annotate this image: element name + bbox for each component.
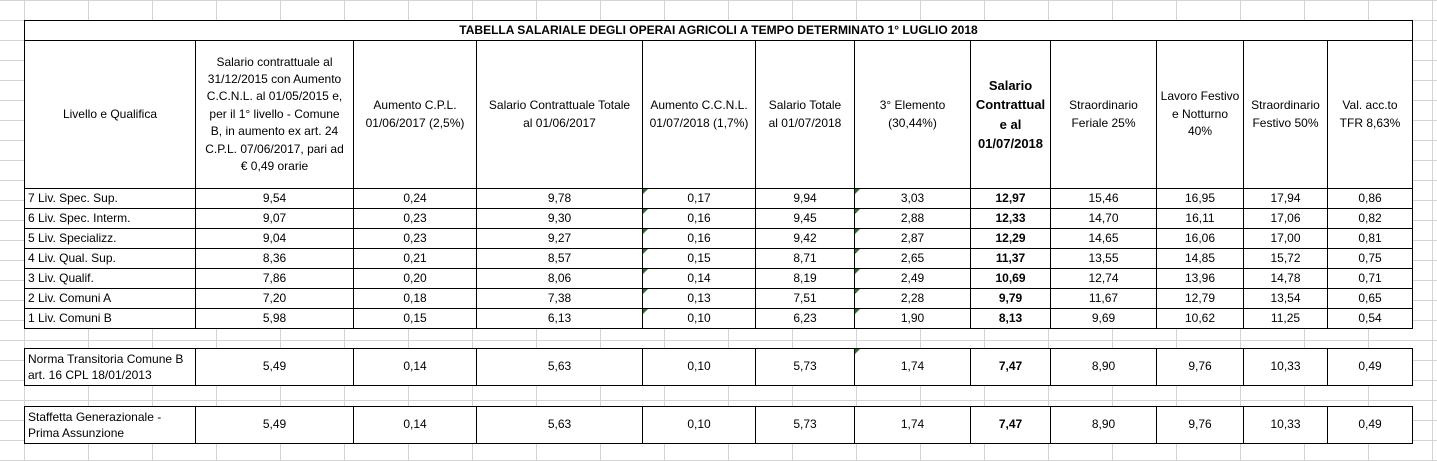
table-cell-text: 0,49 [1358, 359, 1382, 374]
column-header[interactable] [476, 40, 643, 189]
table-cell[interactable] [1327, 248, 1413, 269]
table-cell-text: 16,11 [1185, 210, 1215, 225]
table-cell-text: 13,55 [1088, 250, 1119, 265]
table-cell-text: 9,42 [793, 230, 817, 245]
table-cell-text: 0,10 [687, 417, 711, 432]
column-header-text: Livello e Qualifica [62, 106, 158, 121]
comment-marker-icon [855, 349, 860, 354]
table-cell[interactable] [854, 188, 971, 209]
comment-marker-icon [855, 189, 860, 194]
table-cell-text: 8,36 [262, 250, 287, 265]
column-header[interactable] [353, 40, 477, 189]
table-cell[interactable] [642, 268, 756, 289]
table-cell-text: 2,87 [900, 230, 925, 245]
table-cell[interactable] [353, 188, 477, 209]
comment-marker-icon [855, 269, 860, 274]
table-cell-text: 7,47 [998, 359, 1023, 374]
table-cell[interactable] [642, 348, 756, 386]
table-cell[interactable] [476, 406, 643, 444]
table-cell[interactable] [1243, 208, 1328, 229]
table-cell[interactable] [353, 406, 477, 444]
column-header-text: Salario contrattuale al 31/12/2015 con Aumento C.C.N.L. al 01/05/2015 e, per il 1° livello - Comune B, in aumento ex art. 24 C.P.L. 07/06/2017, pari ad € 0,49 orarie [205, 54, 344, 173]
table-cell-text: 13,54 [1270, 290, 1301, 305]
table-cell[interactable] [1156, 228, 1244, 249]
table-cell-text: 9,45 [793, 210, 817, 225]
table-cell-text: 3,03 [900, 190, 925, 205]
table-cell-text: 5,63 [547, 417, 572, 432]
table-cell[interactable] [970, 406, 1051, 444]
table-cell[interactable] [195, 268, 354, 289]
row-label[interactable] [24, 228, 196, 249]
table-cell[interactable] [1243, 228, 1328, 249]
table-cell-text: 0,23 [403, 210, 427, 225]
table-cell[interactable] [1156, 308, 1244, 329]
column-header[interactable] [970, 40, 1051, 189]
table-cell[interactable] [1156, 288, 1244, 309]
table-cell-text: 9,79 [998, 290, 1023, 305]
column-header[interactable] [1243, 40, 1328, 189]
comment-marker-icon [643, 269, 648, 274]
table-cell-text: 10,62 [1184, 310, 1216, 325]
table-cell-text: 8,90 [1091, 417, 1116, 432]
table-cell-text: 5,49 [262, 417, 287, 432]
row-label-text: 2 Liv. Comuni A [28, 291, 112, 306]
table-cell-text: 9,76 [1188, 417, 1212, 432]
table-cell[interactable] [854, 406, 971, 444]
table-cell-text: 15,46 [1088, 190, 1119, 205]
table-cell-text: 0,15 [687, 250, 711, 265]
table-cell-text: 8,71 [793, 250, 817, 265]
table-cell[interactable] [642, 406, 756, 444]
table-cell-text: 17,94 [1270, 190, 1301, 205]
table-cell-text: 9,30 [547, 210, 572, 225]
table-cell[interactable] [755, 406, 855, 444]
table-cell[interactable] [1050, 228, 1157, 249]
table-cell[interactable] [1243, 288, 1328, 309]
row-label-text: 6 Liv. Spec. Interm. [28, 211, 131, 226]
table-cell-text: 14,70 [1088, 210, 1119, 225]
comment-marker-icon [643, 309, 648, 314]
comment-marker-icon [855, 289, 860, 294]
table-cell[interactable] [1327, 288, 1413, 309]
table-cell[interactable] [476, 248, 643, 269]
table-cell[interactable] [755, 188, 855, 209]
comment-marker-icon [643, 289, 648, 294]
table-cell[interactable] [353, 208, 477, 229]
table-cell[interactable] [1243, 308, 1328, 329]
table-cell-text: 5,73 [793, 417, 817, 432]
table-cell-text: 9,27 [547, 230, 572, 245]
table-cell-text: 0,14 [403, 417, 427, 432]
table-cell[interactable] [1050, 268, 1157, 289]
table-cell[interactable] [1327, 208, 1413, 229]
table-cell-text: 12,33 [995, 210, 1026, 225]
table-cell-text: 0,14 [687, 270, 711, 285]
column-header[interactable] [1327, 40, 1413, 189]
table-cell-text: 0,65 [1358, 290, 1382, 305]
table-cell[interactable] [755, 268, 855, 289]
table-cell-text: 5,63 [547, 359, 572, 374]
row-label[interactable] [24, 268, 196, 289]
table-cell-text: 0,24 [403, 190, 427, 205]
table-cell-text: 13,96 [1184, 270, 1216, 285]
table-cell[interactable] [1156, 208, 1244, 229]
table-cell[interactable] [476, 208, 643, 229]
table-cell-text: 9,69 [1091, 310, 1116, 325]
table-cell-text: 0,81 [1358, 230, 1382, 245]
table-cell-text: 9,54 [262, 190, 287, 205]
table-cell[interactable] [642, 248, 756, 269]
table-cell-text: 0,20 [403, 270, 427, 285]
comment-marker-icon [643, 189, 648, 194]
table-cell-text: 1,74 [900, 359, 925, 374]
table-cell[interactable] [1050, 188, 1157, 209]
table-cell-text: 14,78 [1270, 270, 1301, 285]
table-cell[interactable] [854, 228, 971, 249]
row-label[interactable] [24, 208, 196, 229]
table-cell-text: 8,90 [1091, 359, 1116, 374]
table-cell[interactable] [642, 308, 756, 329]
table-cell-text: 1,74 [900, 417, 925, 432]
row-label-text: 5 Liv. Specializz. [28, 231, 117, 246]
column-header-text: Salario Contrattual e al 01/07/2018 [975, 77, 1046, 151]
table-cell[interactable] [854, 348, 971, 386]
column-header-text: Salario Contrattuale Totale al 01/06/2017 [488, 98, 631, 130]
column-header-text: Straordinario Feriale 25% [1069, 98, 1138, 130]
table-cell-text: 8,19 [793, 270, 817, 285]
table-cell-text: 11,67 [1088, 290, 1119, 305]
table-cell[interactable] [476, 288, 643, 309]
table-cell-text: 0,86 [1358, 190, 1382, 205]
table-cell[interactable] [755, 348, 855, 386]
table-cell[interactable] [1243, 348, 1328, 386]
table-cell-text: 0,49 [1358, 417, 1382, 432]
comment-marker-icon [643, 209, 648, 214]
table-cell[interactable] [854, 248, 971, 269]
table-cell-text: 11,37 [995, 250, 1026, 265]
table-cell[interactable] [1327, 228, 1413, 249]
table-cell[interactable] [1156, 188, 1244, 209]
table-cell-text: 0,17 [687, 190, 711, 205]
table-cell-text: 0,15 [403, 310, 427, 325]
column-header[interactable] [642, 40, 756, 189]
table-cell[interactable] [1156, 268, 1244, 289]
table-cell-text: 7,51 [793, 290, 817, 305]
table-cell[interactable] [642, 208, 756, 229]
table-cell-text: 0,14 [403, 359, 427, 374]
column-header-text: Aumento C.C.N.L. 01/07/2018 (1,7%) [649, 98, 749, 130]
table-cell-text: 0,23 [403, 230, 427, 245]
table-cell[interactable] [476, 268, 643, 289]
table-cell[interactable] [970, 348, 1051, 386]
table-cell[interactable] [1050, 208, 1157, 229]
row-label[interactable] [24, 348, 196, 386]
table-cell[interactable] [755, 208, 855, 229]
row-label-text: 7 Liv. Spec. Sup. [28, 191, 118, 206]
table-cell[interactable] [854, 288, 971, 309]
table-cell-text: 0,10 [687, 359, 711, 374]
table-cell[interactable] [195, 348, 354, 386]
table-cell[interactable] [755, 308, 855, 329]
table-cell-text: 5,98 [262, 310, 287, 325]
table-cell[interactable] [195, 228, 354, 249]
table-cell[interactable] [195, 288, 354, 309]
table-cell[interactable] [970, 228, 1051, 249]
table-cell-text: 12,29 [995, 230, 1026, 245]
table-cell-text: 9,07 [262, 210, 287, 225]
table-cell-text: 17,06 [1270, 210, 1301, 225]
table-cell[interactable] [1050, 248, 1157, 269]
table-cell[interactable] [642, 188, 756, 209]
row-label-text: 4 Liv. Qual. Sup. [28, 251, 116, 266]
table-cell-text: 12,79 [1184, 290, 1216, 305]
table-cell-text: 0,75 [1358, 250, 1382, 265]
table-cell[interactable] [476, 228, 643, 249]
column-header[interactable] [195, 40, 354, 189]
column-header-text: Val. acc.to TFR 8,63% [1339, 98, 1401, 130]
row-label[interactable] [24, 406, 196, 444]
table-cell[interactable] [195, 208, 354, 229]
table-cell[interactable] [1327, 308, 1413, 329]
table-cell-text: 14,85 [1184, 250, 1216, 265]
comment-marker-icon [855, 249, 860, 254]
table-cell[interactable] [1243, 406, 1328, 444]
table-title [24, 20, 1413, 41]
table-cell[interactable] [642, 228, 756, 249]
table-cell-text: 2,65 [900, 250, 925, 265]
table-cell-text: 7,38 [547, 290, 572, 305]
table-cell[interactable] [755, 248, 855, 269]
table-cell[interactable] [195, 308, 354, 329]
column-header-text: Salario Totale al 01/07/2018 [768, 98, 842, 130]
table-cell[interactable] [353, 268, 477, 289]
table-cell-text: 10,33 [1270, 417, 1301, 432]
table-cell-text: 9,78 [547, 190, 572, 205]
table-cell[interactable] [1327, 406, 1413, 444]
table-cell[interactable] [353, 288, 477, 309]
table-cell[interactable] [1243, 248, 1328, 269]
table-cell[interactable] [353, 228, 477, 249]
comment-marker-icon [643, 229, 648, 234]
table-cell[interactable] [476, 308, 643, 329]
column-header-text: Straordinario Festivo 50% [1251, 98, 1320, 130]
row-label-text: 1 Liv. Comuni B [28, 311, 112, 326]
table-cell[interactable] [353, 308, 477, 329]
column-header[interactable] [854, 40, 971, 189]
table-cell[interactable] [1327, 268, 1413, 289]
table-cell-text: 5,73 [793, 359, 817, 374]
table-cell[interactable] [1243, 188, 1328, 209]
row-label[interactable] [24, 308, 196, 329]
comment-marker-icon [855, 309, 860, 314]
table-cell-text: 0,54 [1358, 310, 1382, 325]
table-cell-text: 0,71 [1358, 270, 1382, 285]
comment-marker-icon [855, 209, 860, 214]
table-cell-text: 0,82 [1358, 210, 1382, 225]
table-cell[interactable] [1050, 348, 1157, 386]
table-cell-text: 9,94 [793, 190, 817, 205]
table-cell-text: 5,49 [262, 359, 287, 374]
table-cell-text: 2,28 [900, 290, 925, 305]
table-cell-text: 10,33 [1270, 359, 1301, 374]
column-header[interactable] [755, 40, 855, 189]
row-label-text: 3 Liv. Qualif. [28, 271, 94, 286]
table-title-text: TABELLA SALARIALE DEGLI OPERAI AGRICOLI A TEMPO DETERMINATO 1° LUGLIO 2018 [459, 22, 978, 37]
table-cell-text: 6,13 [547, 310, 572, 325]
table-cell[interactable] [1243, 268, 1328, 289]
table-cell[interactable] [1050, 308, 1157, 329]
table-cell-text: 9,76 [1188, 359, 1212, 374]
table-cell[interactable] [353, 248, 477, 269]
table-cell-text: 12,74 [1088, 270, 1119, 285]
table-cell-text: 0,21 [403, 250, 427, 265]
table-cell-text: 2,49 [900, 270, 925, 285]
table-cell[interactable] [970, 308, 1051, 329]
column-header[interactable] [24, 40, 196, 189]
comment-marker-icon [855, 229, 860, 234]
table-cell[interactable] [353, 348, 477, 386]
table-cell[interactable] [1050, 288, 1157, 309]
table-cell[interactable] [970, 288, 1051, 309]
table-cell[interactable] [1156, 248, 1244, 269]
table-cell[interactable] [1327, 348, 1413, 386]
table-cell-text: 14,65 [1088, 230, 1119, 245]
table-cell[interactable] [970, 248, 1051, 269]
table-cell-text: 11,25 [1270, 310, 1301, 325]
row-label[interactable] [24, 248, 196, 269]
column-header[interactable] [1156, 40, 1244, 189]
table-cell[interactable] [854, 268, 971, 289]
table-cell[interactable] [476, 188, 643, 209]
table-cell[interactable] [195, 248, 354, 269]
table-cell-text: 0,10 [687, 310, 711, 325]
table-cell[interactable] [970, 268, 1051, 289]
table-cell[interactable] [642, 288, 756, 309]
table-cell[interactable] [195, 406, 354, 444]
table-cell-text: 8,57 [547, 250, 572, 265]
table-cell-text: 15,72 [1270, 250, 1301, 265]
column-header-text: 3° Elemento (30,44%) [879, 98, 946, 130]
table-cell[interactable] [195, 188, 354, 209]
row-label-text: Norma Transitoria Comune B art. 16 CPL 18/01/2013 [28, 351, 184, 382]
table-cell-text: 1,90 [900, 310, 925, 325]
row-label-text: Staffetta Generazionale - Prima Assunzione [28, 409, 162, 440]
table-cell-text: 0,13 [687, 290, 711, 305]
table-cell[interactable] [1156, 406, 1244, 444]
table-cell-text: 9,04 [262, 230, 287, 245]
table-cell-text: 0,18 [403, 290, 427, 305]
table-cell[interactable] [755, 228, 855, 249]
table-cell[interactable] [970, 208, 1051, 229]
row-label[interactable] [24, 288, 196, 309]
table-cell-text: 16,95 [1184, 190, 1216, 205]
table-cell-text: 6,23 [793, 310, 817, 325]
table-cell-text: 17,00 [1270, 230, 1301, 245]
column-header-text: Lavoro Festivo e Notturno 40% [1160, 89, 1240, 139]
table-cell-text: 0,16 [687, 210, 711, 225]
table-cell[interactable] [970, 188, 1051, 209]
table-cell[interactable] [755, 288, 855, 309]
table-cell-text: 2,88 [900, 210, 925, 225]
table-cell[interactable] [854, 208, 971, 229]
table-cell[interactable] [1156, 348, 1244, 386]
table-cell[interactable] [476, 348, 643, 386]
table-cell-text: 10,69 [995, 270, 1026, 285]
table-cell[interactable] [1327, 188, 1413, 209]
table-cell-text: 8,13 [998, 310, 1023, 325]
comment-marker-icon [643, 249, 648, 254]
table-cell-text: 16,06 [1184, 230, 1216, 245]
column-header[interactable] [1050, 40, 1157, 189]
table-cell[interactable] [1050, 406, 1157, 444]
row-label[interactable] [24, 188, 196, 209]
column-header-text: Aumento C.P.L. 01/06/2017 (2,5%) [365, 98, 465, 130]
table-cell-text: 0,16 [687, 230, 711, 245]
table-cell-text: 12,97 [995, 190, 1026, 205]
table-cell-text: 7,20 [262, 290, 287, 305]
table-cell-text: 8,06 [547, 270, 572, 285]
table-cell-text: 7,86 [262, 270, 287, 285]
table-cell-text: 7,47 [998, 417, 1023, 432]
table-cell[interactable] [854, 308, 971, 329]
